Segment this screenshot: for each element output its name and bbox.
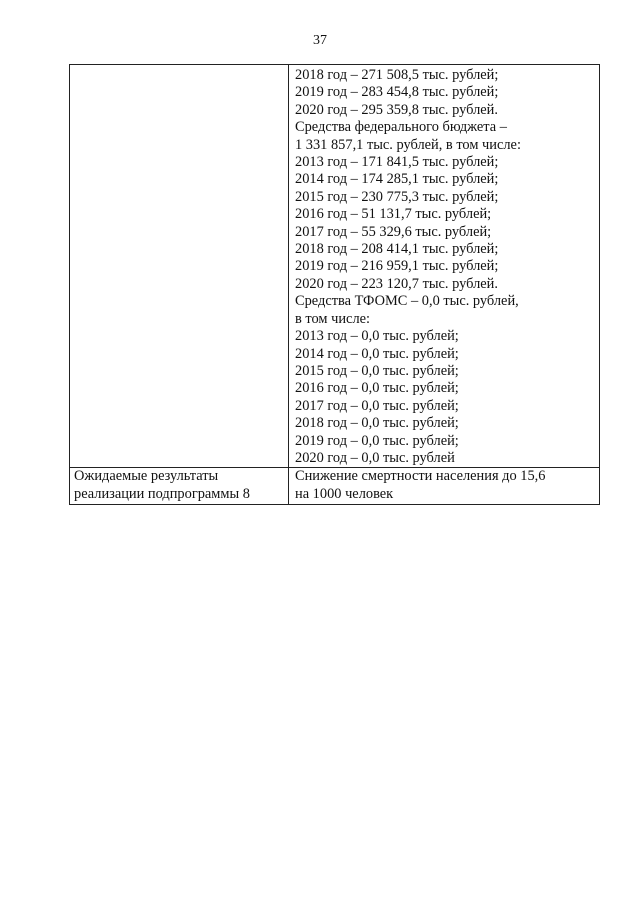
funding-line: 2019 год – 283 454,8 тыс. рублей; [295,84,499,101]
funding-line: 2020 год – 0,0 тыс. рублей [295,449,455,466]
page-number: 37 [313,33,327,48]
funding-line: 2015 год – 0,0 тыс. рублей; [295,362,459,379]
funding-table [69,64,600,505]
funding-label-cell [70,65,289,468]
funding-values-cell [289,65,600,468]
funding-line: 2013 год – 171 841,5 тыс. рублей; [295,154,499,171]
funding-line: 2016 год – 51 131,7 тыс. рублей; [295,206,492,223]
funding-line: 2013 год – 0,0 тыс. рублей; [295,328,459,345]
funding-line: 2014 год – 0,0 тыс. рублей; [295,345,459,362]
funding-line: 2018 год – 271 508,5 тыс. рублей; [295,67,499,83]
funding-line: Средства ТФОМС – 0,0 тыс. рублей, [295,293,519,310]
funding-line: 2020 год – 295 359,8 тыс. рублей. [295,101,498,118]
expected-results-label-line: реализации подпрограммы 8 [74,485,250,502]
funding-line: 2019 год – 0,0 тыс. рублей; [295,432,459,449]
funding-line: 2017 год – 0,0 тыс. рублей; [295,397,459,414]
table-row-funding [70,65,600,468]
table-row-expected-results [70,468,600,505]
funding-line: Средства федерального бюджета – [295,119,507,136]
expected-results-label-cell [70,468,289,505]
expected-results-value-line: Снижение смертности населения до 15,6 [295,468,546,485]
funding-line: 2015 год – 230 775,3 тыс. рублей; [295,188,499,205]
funding-line: 2017 год – 55 329,6 тыс. рублей; [295,223,492,240]
expected-results-value-line: на 1000 человек [295,485,394,502]
funding-line: 1 331 857,1 тыс. рублей, в том числе: [295,136,521,153]
funding-line: 2016 год – 0,0 тыс. рублей; [295,380,459,397]
funding-line: в том числе: [295,310,371,327]
funding-line: 2018 год – 0,0 тыс. рублей; [295,415,459,432]
funding-line: 2018 год – 208 414,1 тыс. рублей; [295,241,499,258]
expected-results-label-line: Ожидаемые результаты [74,468,219,485]
expected-results-value-cell [289,468,600,505]
funding-line: 2014 год – 174 285,1 тыс. рублей; [295,171,499,188]
funding-line: 2020 год – 223 120,7 тыс. рублей. [295,275,498,292]
funding-line: 2019 год – 216 959,1 тыс. рублей; [295,258,499,275]
